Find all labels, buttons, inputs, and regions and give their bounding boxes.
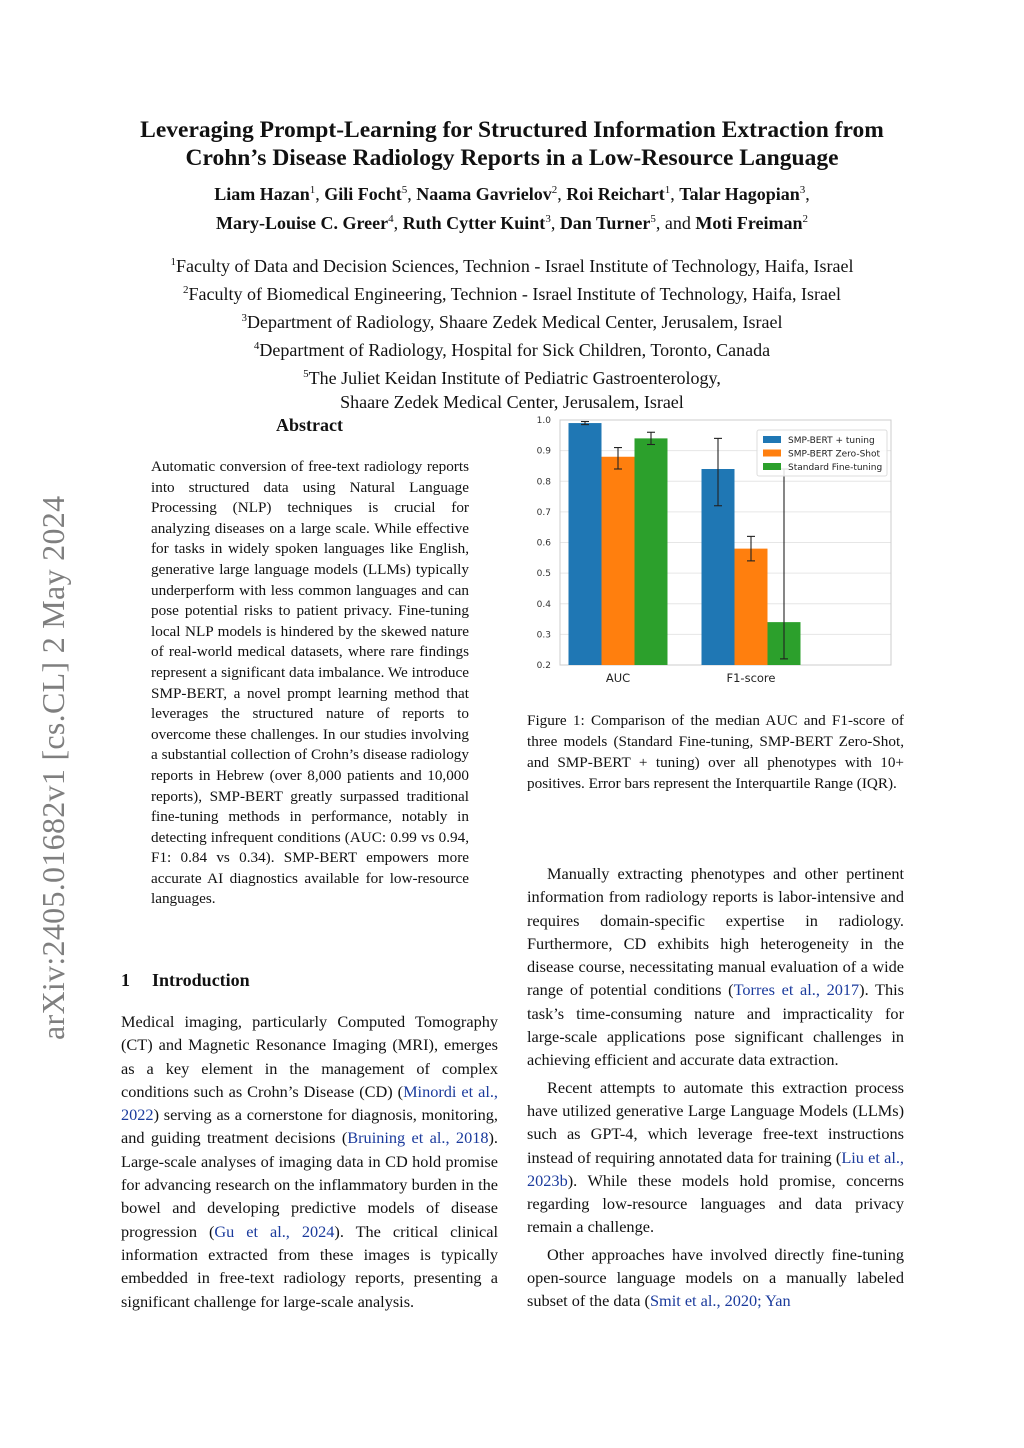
author-affil-sup: 4	[388, 213, 394, 225]
y-tick-label: 0.3	[536, 630, 551, 641]
bar	[735, 549, 768, 665]
author-affil-sup: 2	[551, 184, 558, 196]
abstract-body: Automatic conversion of free-text radiology reports into structured data using Natural Language Processing (NLP) techniques is crucial for analyzing diseases on a large scale. While effective for tasks in widely spoken languages like English, generative large language models (LLMs) typically underperform with less common languages and can pose potential risks to patient privacy. Fine-tuning local NLP models is hindered by the skewed nature of real-world medical datasets, where rare findings represent a significant data imbalance. We introduce SMP-BERT, a novel prompt learning method that leverages the structured nature of reports to overcome these challenges. In our studies involving a substantial collection of Crohn’s disease radiology reports in Hebrew (over 8,000 patients and 10,000 reports), SMP-BERT greatly surpassed traditional fine-tuning methods in performance, notably in detecting infrequent conditions (AUC: 0.99 vs 0.94, F1: 0.84 vs 0.34). SMP-BERT empowers more accurate AI diagnostics available for low-resource languages.	[151, 458, 469, 908]
intro-paragraph-2: Manually extracting phenotypes and other pertinent information from radiology reports is labor-intensive and requires domain-specific expertise in radiology. Furthermore, CD exhibits high heterogeneity in the disease course, necessitating manual evaluation of a wide range of potential conditions (Torres et al., 2017). This task’s time-consuming nature and impracticality for large-scale applications pose significant challenges in achieving efficient and accurate data extraction.	[527, 864, 904, 1070]
affiliation: $^4$Department of Radiology, Hospital for Sick Children, Toronto, Canada	[253, 340, 771, 360]
y-tick-label: 0.6	[536, 538, 551, 549]
citation-link[interactable]: Torres et al., 2017	[733, 980, 860, 1000]
x-tick-label: AUC	[605, 671, 631, 685]
author-name: Naama Gavrielov	[416, 184, 552, 204]
intro-paragraph-3: Recent attempts to automate this extraction process have utilized generative Large Language Models (LLMs) such as GPT-4, which leverage free-text instructions instead of requiring annotated data for training (Liu et al., 2023b). While these models hold promise, concerns regarding low-resource languages and data privacy remain a challenge.	[527, 1077, 904, 1237]
legend-swatch	[763, 463, 781, 470]
citation-link[interactable]: Smit et al., 2020; Yan	[649, 1291, 791, 1311]
citation-link[interactable]: Liu et al., 2023b	[527, 1147, 904, 1190]
bar	[635, 438, 668, 665]
intro-paragraph-1: Medical imaging, particularly Computed Tomography (CT) and Magnetic Resonance Imaging (MRI), emerges as a key element in the management of complex conditions such as Crohn’s Disease (CD) (Minordi et al., 2022) serving as a cornerstone for diagnosis, monitoring, and guiding treatment decisions (Bruining et al., 2018). Large-scale analyses of imaging data in CD hold promise for advancing research on the inflammatory burden in the bowel and developing predictive models of disease progression (Gu et al., 2024). The critical clinical information extracted from these images is typically embedded in free-text radiology reports, presenting a significant challenge for large-scale analysis.	[121, 1012, 498, 1311]
legend-swatch	[763, 450, 781, 457]
affiliation-list	[80, 250, 944, 414]
author-affil-sup: 5	[401, 184, 408, 196]
citation-link[interactable]: Gu et al., 2024	[214, 1221, 335, 1241]
paper-title-line-1: Leveraging Prompt-Learning for Structured Information Extraction from	[140, 117, 884, 143]
affiliation: Shaare Zedek Medical Center, Jerusalem, Israel	[340, 392, 684, 412]
affiliation: $^3$Department of Radiology, Shaare Zedek Medical Center, Jerusalem, Israel	[241, 312, 783, 332]
legend-label: SMP-BERT Zero-Shot	[788, 449, 881, 460]
affiliation: $^1$Faculty of Data and Decision Sciences, Technion - Israel Institute of Technology, Haifa, Israel	[170, 256, 854, 276]
author-name: Dan Turner	[559, 213, 651, 233]
author-affil-sup: 5	[650, 213, 656, 225]
y-tick-label: 0.8	[536, 477, 551, 488]
author-affil-sup: 1	[664, 184, 671, 196]
section-number: 1	[121, 970, 130, 990]
affiliation: $^2$Faculty of Biomedical Engineering, Technion - Israel Institute of Technology, Haifa, Israel	[183, 284, 841, 304]
bar	[602, 457, 635, 665]
author-name: Roi Reichart	[566, 184, 665, 204]
author-list	[80, 178, 944, 236]
x-tick-label: F1-score	[726, 671, 776, 685]
title-block	[80, 116, 944, 414]
citation-link[interactable]: Minordi et al., 2022	[121, 1081, 498, 1125]
y-tick-label: 0.5	[536, 569, 551, 580]
author-name: Ruth Cytter Kuint	[402, 213, 546, 233]
bar	[569, 423, 602, 665]
author-affil-sup: 2	[802, 213, 808, 225]
author-affil-sup: 3	[799, 184, 806, 196]
author-affil-sup: 3	[545, 213, 551, 225]
and-word: and	[664, 213, 691, 233]
right-column-text	[527, 862, 904, 1317]
author-line-2: Mary-Louise C. Greer$^4$, Ruth Cytter Kuint$^3$, Dan Turner$^5$, and Moti Freiman$^2$	[216, 213, 808, 233]
figure-1-caption: Figure 1: Comparison of the median AUC and F1-score of three models (Standard Fine-tuning, SMP-BERT Zero-Shot, and SMP-BERT + tuning) over all phenotypes with 10+ positives. Error bars represent the Interquartile Range (IQR).	[527, 712, 904, 792]
y-tick-label: 1.0	[536, 416, 551, 426]
author-name: Talar Hagopian	[679, 184, 800, 204]
y-tick-label: 0.9	[536, 446, 551, 457]
intro-paragraph-4: Other approaches have involved directly fine-tuning open-source language models on a manually labeled subset of the data (Smit et al., 2020; Yan	[527, 1244, 904, 1311]
y-tick-label: 0.4	[536, 599, 551, 610]
author-name: Moti Freiman	[695, 213, 803, 233]
figure-1-bar-chart	[517, 416, 897, 696]
author-name: Liam Hazan	[214, 184, 310, 204]
y-tick-label: 0.7	[536, 507, 551, 518]
citation-link[interactable]: Bruining et al., 2018	[347, 1128, 489, 1148]
author-name: Mary-Louise C. Greer	[216, 213, 389, 233]
paper-title-line-2: Crohn’s Disease Radiology Reports in a Low-Resource Language	[185, 145, 839, 171]
legend-swatch	[763, 436, 781, 443]
arxiv-identifier: arXiv:2405.01682v1 [cs.CL] 2 May 2024	[35, 495, 71, 1040]
author-name: Gili Focht	[324, 184, 402, 204]
section-heading-introduction	[121, 970, 250, 991]
y-tick-label: 0.2	[536, 661, 551, 671]
legend-label: Standard Fine-tuning	[788, 463, 883, 473]
legend-label: SMP-BERT + tuning	[788, 436, 875, 446]
author-affil-sup: 1	[309, 184, 316, 196]
author-line-1: Liam Hazan$^1$, Gili Focht$^5$, Naama Gavrielov$^2$, Roi Reichart$^1$, Talar Hagopian$^3$,	[214, 184, 810, 204]
abstract-heading: Abstract	[276, 415, 343, 435]
section-title: Introduction	[152, 970, 250, 990]
affiliation: $^5$The Juliet Keidan Institute of Pediatric Gastroenterology,	[303, 368, 721, 388]
